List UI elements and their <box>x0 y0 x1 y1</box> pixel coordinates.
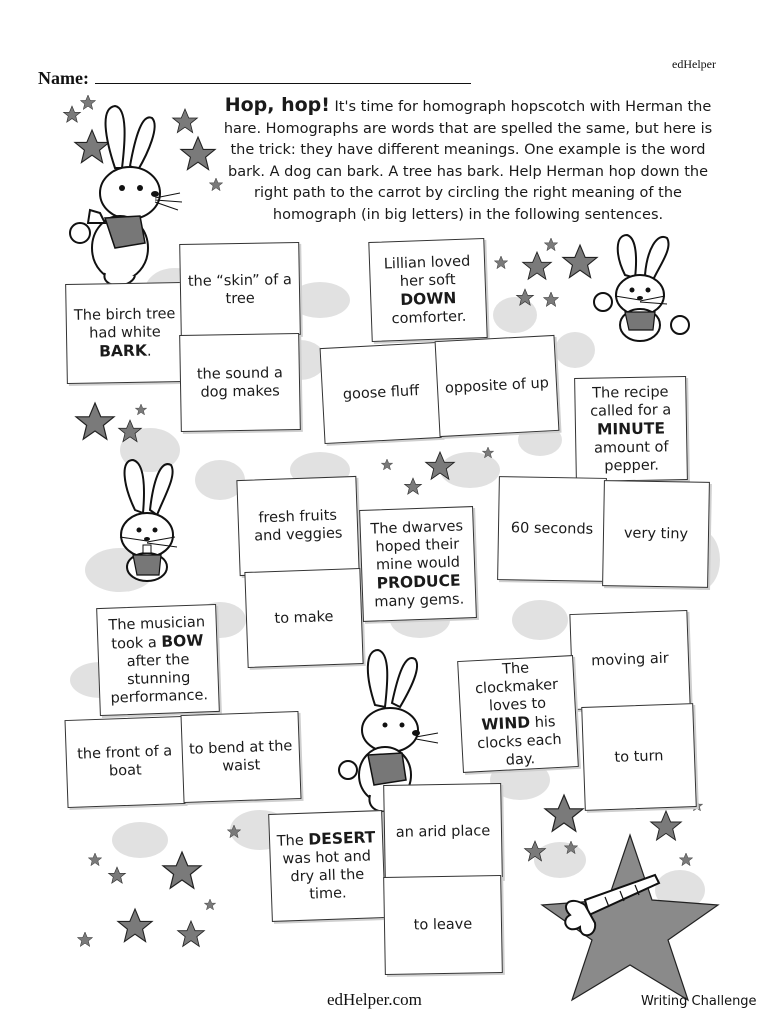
header-brand: edHelper <box>672 57 716 71</box>
sentence-text: The clockmaker loves to <box>474 659 559 714</box>
sentence-text: was hot and dry all the time. <box>282 847 372 903</box>
star-icon <box>118 909 152 942</box>
star-icon <box>426 452 455 479</box>
sentence-card-bark <box>65 282 185 384</box>
sentence-text: . <box>146 343 152 360</box>
star-icon <box>651 811 681 840</box>
homograph-word: WIND <box>480 712 531 734</box>
sentence-text: The musician took a <box>108 613 206 653</box>
star-icon <box>209 178 222 191</box>
sentence-text: The <box>276 832 309 850</box>
star-icon <box>163 852 201 888</box>
star-icon <box>381 459 392 470</box>
star-icon <box>135 404 146 415</box>
answer-option[interactable]: an arid place <box>383 783 503 881</box>
star-icon <box>525 841 546 861</box>
answer-option[interactable]: 60 seconds <box>497 476 607 582</box>
homograph-word: BARK <box>98 341 148 360</box>
answer-option[interactable]: to make <box>244 568 363 668</box>
homograph-word: DOWN <box>399 288 457 309</box>
star-icon <box>77 932 92 946</box>
answer-option[interactable]: the front of a boat <box>65 716 186 808</box>
star-icon <box>76 403 114 439</box>
star-icon <box>119 420 142 442</box>
sentence-card-wind <box>457 655 579 773</box>
name-label: Name: <box>38 68 89 88</box>
answer-option[interactable]: opposite of up <box>435 335 560 437</box>
sentence-card-down <box>368 238 487 342</box>
star-icon <box>227 825 240 838</box>
homograph-word: MINUTE <box>596 418 666 439</box>
sentence-card-desert <box>268 810 386 922</box>
sentence-text: comforter. <box>391 308 467 327</box>
star-icon <box>564 841 577 854</box>
sentence-text: Lillian loved her soft <box>383 253 471 290</box>
hare-icon <box>60 98 190 293</box>
sentence-text: many gems. <box>374 590 465 611</box>
hare-icon <box>105 455 190 585</box>
star-icon <box>544 238 557 251</box>
footer-brand: edHelper.com <box>327 990 422 1009</box>
intro-title: Hop, hop! <box>224 94 330 116</box>
sentence-text: amount of pepper. <box>593 438 669 474</box>
homograph-word: BOW <box>160 630 204 651</box>
answer-option[interactable]: to bend at the waist <box>181 711 302 803</box>
sentence-text: The recipe called for a <box>589 383 672 420</box>
star-icon <box>178 921 205 946</box>
sentence-card-produce <box>359 506 477 622</box>
star-icon <box>523 252 552 279</box>
intro-text: It's time for homograph hopscotch with Herman the hare. Homographs are words that are spelled the same, but here is the trick: they have different meanings. One example is the word bark. A dog can bark. A tree has bark. Help Herman hop down the right path to the carrot by circling the right meaning of the homograph (in big letters) in the following sentences. <box>223 99 713 223</box>
footer-title: Writing Challenge <box>641 994 757 1009</box>
star-icon <box>494 256 507 269</box>
sentence-text: after the stunning performance. <box>110 651 209 707</box>
sentence-text: his clocks each day. <box>476 713 562 769</box>
answer-option[interactable]: moving air <box>569 610 690 710</box>
star-icon <box>516 289 533 305</box>
answer-option[interactable]: fresh fruits and veggies <box>236 476 359 576</box>
star-icon <box>679 853 692 866</box>
star-icon <box>545 795 583 831</box>
answer-option[interactable]: very tiny <box>602 480 710 588</box>
homograph-word: DESERT <box>308 827 376 849</box>
star-icon <box>404 478 421 494</box>
answer-option[interactable]: the sound a dog makes <box>179 333 301 432</box>
star-icon <box>108 867 125 883</box>
star-icon <box>482 447 493 458</box>
sentence-card-bow <box>96 604 220 716</box>
hare-icon <box>585 230 695 350</box>
carrot-icon <box>555 865 665 945</box>
sentence-text: The dwarves hoped their mine would <box>370 517 464 573</box>
homograph-word: PRODUCE <box>376 571 461 592</box>
answer-option[interactable]: the “skin” of a tree <box>179 242 301 337</box>
star-icon <box>88 853 101 866</box>
star-icon <box>204 899 215 910</box>
answer-option[interactable]: to turn <box>581 703 697 811</box>
sentence-text: The birch tree had white <box>73 305 176 342</box>
sentence-card-minute <box>574 376 688 482</box>
answer-option[interactable]: to leave <box>383 875 503 975</box>
star-icon <box>543 292 558 306</box>
answer-option[interactable]: goose fluff <box>320 342 443 444</box>
